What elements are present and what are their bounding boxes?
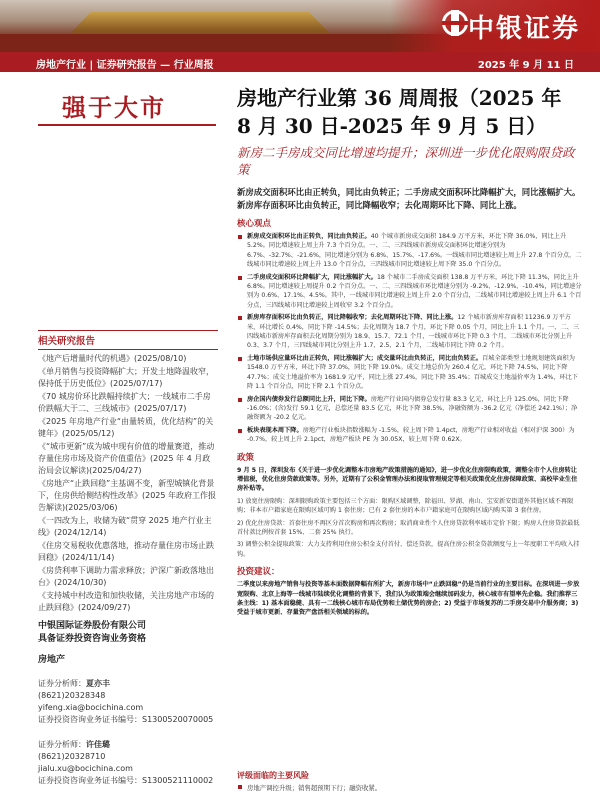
related-item[interactable]: 《住房交易税收优惠落地，推动存量住房市场止跌回稳》(2024/11/14) [38,541,214,562]
brand-area [390,0,600,52]
analyst-role: 证券分析师： [38,679,86,688]
core-view-lead: 二手房成交面积环比降幅扩大，同比涨幅扩大。 [247,273,377,281]
related-item[interactable]: 《70 城房价环比跌幅持续扩大；一线城市二手房价跌幅大于二、三线城市》(2025/07/17) [38,392,211,413]
core-views-heading: 核心观点 [237,219,272,229]
core-view-item [237,426,582,445]
core-view-text: 百城全部类型土地规划建筑面积为 1548.0 万平方米，环比下降 37.0%，同比下降 19.0%。成交土地总价为 260.4 亿元，环比下降 74.5%，同比下降 47.7%；成交土地溢价率为 1681.9 元/平，同比上涨 27.4%，同比下降 35.4%；百城成交土地溢价率为 1.4%，环比下降 1.1 个百分点，同比下降 2.1 个百分点。 [247,354,579,391]
related-item[interactable]: 《单月销售与投资降幅扩大；开发土地降温收窄，保持低于历史低位》(2025/07/17) [38,367,214,388]
core-view-lead: 土地市场供应量环比由正转负，同比涨幅扩大；成交量环比由负转正，同比由负转正。 [247,354,483,362]
analyst-phone: (8621)20328710 [38,752,106,761]
analyst-1 [38,677,218,690]
report-date: 2025 年 9 月 11 日 [477,60,574,71]
policy-item: 3) 调整公积金提取政策：大力支持利用住房公积金支付首付、偿还贷款，提高住房公积金贷款额度与上一年度职工平均收入挂钩。 [237,541,580,558]
analyst-cert: 证券投资咨询业务证书编号：S1300521110002 [38,776,214,785]
core-view-text: 房地产行业板块指数涨幅为 -1.5%，较上周下降 1.4pct，房地产行业相对收益（相对沪深 300）为 -0.7%，较上周上升 2.1pct，房地产板块 PE 为 30.05X，较上周下降 0.62X。 [247,426,575,444]
invest-text [237,580,582,618]
analyst-email[interactable]: yifeng.xia@bocichina.com [38,703,144,712]
related-item[interactable]: 《房地产“止跌回稳”主基调不变，新型城镇化背景下，住房供给侧结构性改革》(2025 年政府工作报告解读)(2025/03/06) [38,479,217,512]
sector-label: 房地产 [38,655,66,665]
core-view-lead: 板块表现本周下降。 [247,426,303,434]
analyst-name: 夏亦丰 [86,679,110,688]
policy-heading: 政策 [237,452,255,463]
related-item[interactable]: 《一四改为上，收储为破“贯穿 2025 地产行业主线》(2024/12/14) [38,516,212,537]
industry-rating: 强于大市 [62,94,166,122]
core-view-lead: 新房库存面积环比由负转正，同比降幅收窄；去化周期环比下降、同比上涨。 [247,314,458,322]
related-list [38,353,218,614]
company-name: 中银国际证券股份有限公司 具备证券投资咨询业务资格 [38,621,147,644]
summary: 新房成交面积环比由正转负，同比由负转正；二手房成交面积环比降幅扩大，同比涨幅扩大。新房库存面积环比由负转正，同比降幅收窄；去化周期环比下降、同比上涨。 [237,187,581,210]
main-content [237,84,582,618]
risk-section [237,770,582,792]
core-view-lead: 房企国内债券发行总额同比上升，同比下降。 [247,395,371,403]
divider [38,124,216,126]
core-view-text: 12 个城市新房库存面积 11236.9 万平方米，环比增长 0.4%，同比下降 -14.5%；去化周期为 18.7 个月，环比下降 0.05 个月，同比上升 1.1 个月。一、二、三四线城市新房库存面积去化周期分别为 18.9、15.7、72.1 个月，一线城市环比下降 0.3 个月，二线城市环比分别上升 0.3、3.7 个月，三四线城市同比分别上升 1.7、2.5、2.1 个月，二线城市同比下降 0.2 个月。 [247,314,580,350]
related-item[interactable]: 《支持城中村改造和加快收储，关注房地产市场的止跌回稳》(2024/09/27) [38,591,214,612]
analyst-phone: (8621)20328348 [38,691,106,700]
risk-text: 房地产调控升级；销售超预期下行；融资收紧。 [237,783,582,792]
analyst-2 [38,738,218,751]
related-item[interactable]: 《“城市更新”成为城中现有价值的增量赛道，推动存量住房市场及资产价值重估》(2025 年 4 月政治局会议解读)(2025/04/27) [38,442,215,475]
analyst-name: 许佳璐 [86,740,110,749]
report-title: 房地产行业第 36 周周报（2025 年 8 月 30 日-2025 年 9 月 5 日） [237,86,562,138]
core-view-text: 18 个城市二手房成交面积 138.8 万平方米，环比下降 11.3%，同比上升 6.8%。同比增速较上周提升 0.2 个百分点。一、二、三四线城市环比增速分别为 -9.2%、-12.9%、-10.4%，同比增速分别为 0.6%、17.1%、4.5%。其中，一线城市同比增速较上周上升 2.0 个百分点，二线城市同比增速较上周上升 6.1 个百分点，三四线城市同比增速较上周收窄 3.2 个百分点。 [247,273,582,309]
core-view-lead: 新房成交面积环比由正转负，同比由负转正。 [247,233,371,240]
core-view-text: 房地产行业国内债券总发行量 83.3 亿元，环比上升 125.0%，同比下降 -16.0%；(含)发行 59.1 亿元，总偿还量 83.5 亿元，环比下降 38.5%，净融资额为 -36.2 亿元（净偿还 242.1%）；净融资额为 -20.2 亿元。 [247,395,578,422]
policy-item: 2) 优化住房贷款：首套住房不再区分首次购房和再次购房；取消商业性个人住房贷款利率城市定价下限；购房人住房贷款最低首付款比例按首套 15%、二套 25% 执行。 [237,519,580,536]
related-item[interactable]: 《2025 年房地产行业“由量转质，优化结构”的关键年》(2025/05/12) [38,417,214,438]
core-view-item [237,313,582,351]
core-view-item [237,354,582,392]
related-item[interactable]: 《房贷利率下调助力需求释放；沪深广新政落地出台》(2024/10/30) [38,566,214,587]
core-view-item [237,395,582,423]
risk-heading: 评级面临的主要风险 [237,771,309,780]
header-banner [0,0,600,52]
analyst-cert: 证券投资咨询业务证书编号：S1300520070005 [38,715,214,724]
breadcrumb: 房地产行业 | 证券研究报告 — 行业周报 [36,60,214,71]
report-subtitle: 新房二手房成交同比增速均提升；深圳进一步优化限购限贷政策 [237,145,575,177]
breadcrumb-bar [0,52,600,72]
policy-intro [237,466,582,494]
core-view-item [237,232,582,270]
invest-text-body: 二季度以来房地产销售与投资等基本面数据降幅有所扩大，新房市场中“止跌回稳”仍是当前行业的主要目标。在深圳进一步放宽限购、北京上海等一线城市陆续优化调整的背景下，我们认为政策端会继续加码发力，核心城市有望率先企稳。我们推荐三条主线：1) 基本面稳健、具有一二线核心城市布局优势和土储优势的房企；2) 受益于市场复苏的二手房交易中介服务商；3) 受益于城市更新、存量资产盘活相关领域的标的。 [237,581,580,617]
analyst-role: 证券分析师： [38,740,86,749]
boc-logo-icon [442,10,468,36]
brand-name: 中银证券 [467,14,580,44]
related-item[interactable]: 《地产后增量时代的机遇》(2025/08/10) [38,354,187,363]
core-view-text: 40 个城市新房成交面积 184.9 万平方米，环比下降 36.0%，同比上升 5.2%。同比增速较上周上升 7.3 个百分点。一、二、三四线城市新房成交面积环比增速分别为 6.7%、-32.7%、-21.6%，同比增速分别为 6.8%、15.7%、-17.6%。一线城市同比增速较上周上升 27.8 个百分点，二线城市同比增速较上周上升 13.0 个百分点，三四线城市同比增速较上周下降 35.0 个百分点。 [247,233,582,269]
policy-item: 1) 放宽住房限购：深圳限购政策主要包括三个方面：限购区域调整，除福田、罗湖、南山、宝安新安街道外其他区域不再限购；非本市户籍家庭在限购区域可购 1 套住房；已有 2 套住房的本市户籍家庭可在限购区域内购买第 3 套住房。 [237,497,574,515]
core-view-item [237,273,582,311]
related-heading: 相关研究报告 [38,330,218,350]
invest-heading: 投资建议： [237,567,280,578]
policy-intro-text: 9 月 5 日，深圳发布《关于进一步优化调整本市房地产政策措施的通知》，进一步优化住房限购政策，调整全市个人住房转让增值税，优化住房贷款政策等。另外，近期有了公积金管理办法和提取管理规定等相关政策优化住房保障政策、高校毕业生住房补贴等。 [237,466,578,493]
analyst-email[interactable]: jialu.xu@bocichina.com [38,764,133,773]
sidebar [38,330,218,787]
